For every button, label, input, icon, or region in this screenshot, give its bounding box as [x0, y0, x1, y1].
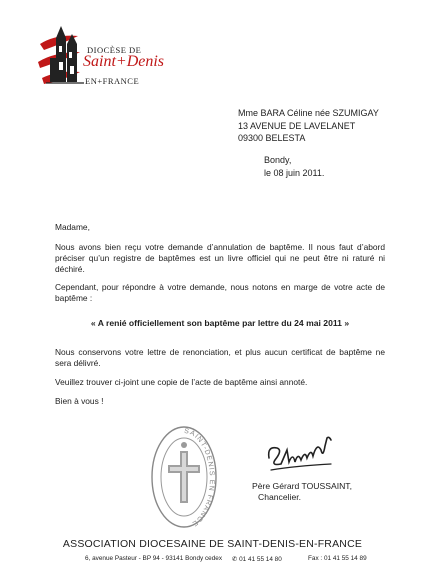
- place: Bondy,: [264, 155, 292, 165]
- paragraph-1: Nous avons bien reçu votre demande d’annulation de baptême. Il nous faut d’abord préciser qu’un registre de baptêmes est un livre officiel qui ne peut être ni raturé ni déchiré.: [55, 242, 385, 274]
- paragraph-3: Nous conservons votre lettre de renonciation, et plus aucun certificat de baptême ne sera délivré.: [55, 347, 385, 368]
- date: le 08 juin 2011.: [264, 167, 325, 178]
- footer-address: 6, avenue Pasteur - BP 94 - 93141 Bondy cedex: [85, 555, 223, 562]
- signer-block: [252, 481, 352, 503]
- salutation: Madame,: [55, 222, 90, 232]
- cross-seal-icon: [150, 425, 218, 529]
- paragraph-2: Cependant, pour répondre à votre demande, nous notons en marge de votre acte de baptême :: [55, 282, 385, 303]
- signer-name: Père Gérard TOUSSAINT,: [252, 481, 352, 491]
- paragraph-4: Veuillez trouver ci-joint une copie de l’acte de baptême ainsi annoté.: [55, 377, 308, 387]
- recipient-address: [238, 107, 379, 145]
- svg-text:SAINT-DENIS EN FRANCE: [184, 428, 215, 528]
- diocese-logo: [36, 22, 166, 94]
- closing: Bien à vous !: [55, 396, 104, 406]
- logo-en-france-text: EN+FRANCE: [85, 76, 140, 86]
- logo-saint-denis-text: Saint+Denis: [83, 53, 165, 70]
- signer-title: Chancelier.: [258, 492, 301, 502]
- footer-phone: ✆ 01 41 55 14 80: [232, 556, 282, 563]
- handwritten-signature: [265, 428, 337, 478]
- recipient-street: 13 AVENUE DE LAVELANET: [238, 120, 356, 131]
- recipient-city: 09300 BELESTA: [238, 133, 306, 143]
- logo-diocese-text: DIOCÈSE DE: [87, 45, 142, 55]
- place-date: [264, 154, 324, 179]
- footer-organization: ASSOCIATION DIOCESAINE DE SAINT-DENIS-EN-FRANCE: [62, 538, 363, 550]
- highlight-statement: « A renié officiellement son baptême par lettre du 24 mai 2011 »: [90, 318, 350, 328]
- seal-lettering: SAINT-DENIS EN FRANCE: [183, 427, 215, 528]
- footer-fax: Fax : 01 41 55 14 89: [308, 555, 367, 562]
- recipient-name: Mme BARA Céline née SZUMIGAY: [238, 108, 379, 118]
